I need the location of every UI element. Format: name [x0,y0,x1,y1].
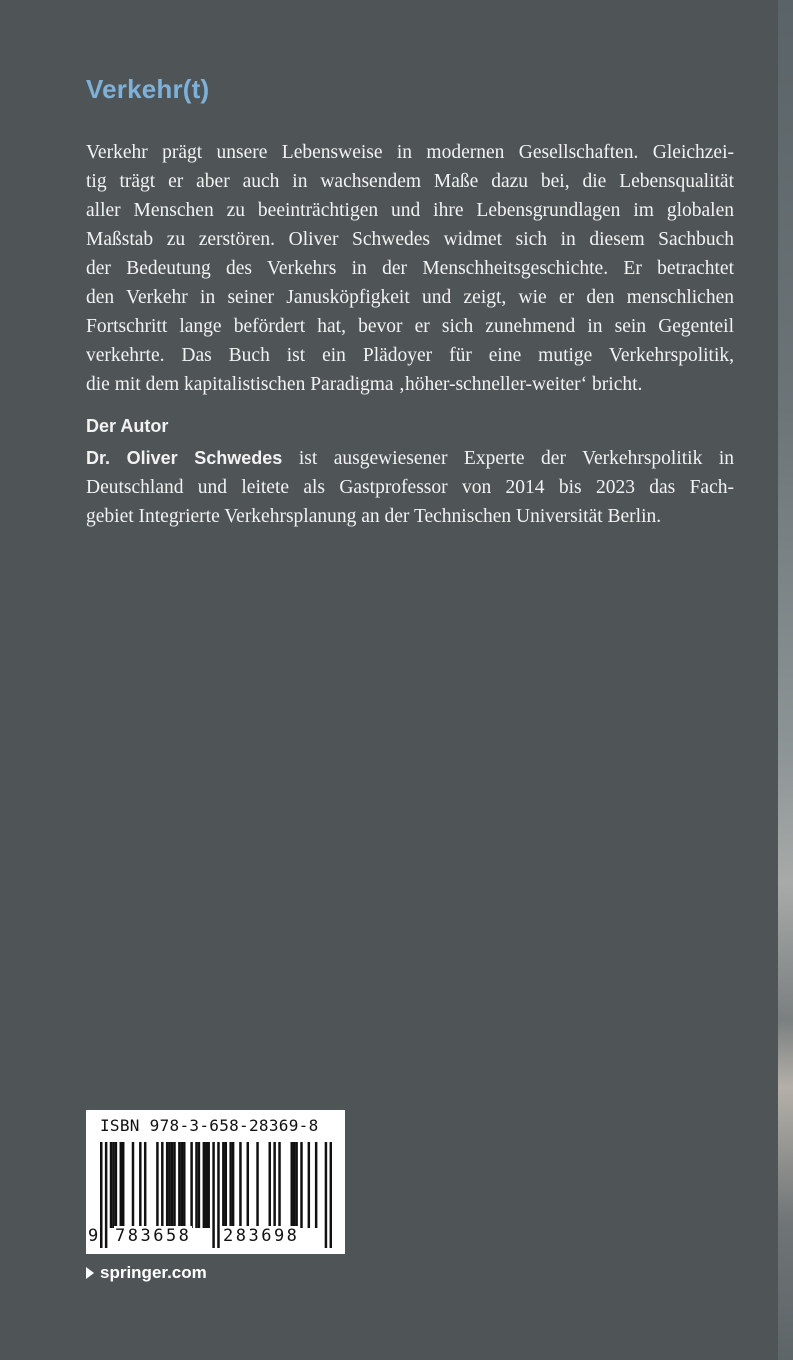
barcode-bar [173,1142,175,1228]
barcode-bar [168,1142,170,1228]
blurb-line: der Bedeutung des Verkehrs in der Menschheitsgeschichte. Er betrachtet [86,258,734,279]
barcode-bar [239,1142,241,1228]
barcode-bar [212,1142,214,1248]
author-bio-line: Deutschland und leitete als Gastprofessor von 2014 bis 2023 das Fach- [86,477,734,498]
triangle-arrow-icon [86,1267,94,1279]
barcode-bar [178,1142,180,1228]
barcode-bar [166,1142,168,1228]
barcode-bar [247,1142,249,1228]
barcode-bar [112,1142,114,1228]
barcode-bar [325,1142,327,1248]
author-bio-line [86,444,734,473]
barcode-first-digit: 9 [88,1226,99,1246]
barcode-bar [232,1142,234,1228]
barcode-bar [181,1142,183,1228]
barcode-bar [203,1142,205,1228]
barcode-bar [217,1142,219,1248]
barcode-bar [115,1142,117,1228]
barcode-bar [122,1142,124,1228]
publisher-url: springer.com [100,1263,207,1282]
barcode-bar [300,1142,302,1228]
barcode-bar [195,1142,197,1228]
author-bio-line: gebiet Integrierte Verkehrsplanung an der Technischen Universität Berlin. [86,506,662,527]
barcode-bar [110,1142,112,1228]
barcode-bar [132,1142,134,1228]
blurb-line: tig trägt er aber auch in wachsendem Maße dazu bei, die Lebensqualität [86,171,734,192]
barcode-bar [161,1142,163,1228]
barcode-bar [290,1142,292,1228]
front-cover-edge [778,0,793,1360]
barcode-right-digits: 283698 [223,1226,300,1246]
barcode-bar [100,1142,102,1248]
publisher-link[interactable] [86,1263,207,1283]
barcode-bar [330,1142,332,1248]
barcode-bar [207,1142,209,1228]
blurb-line: den Verkehr in seiner Janusköpfigkeit und zeigt, wie er den menschlichen [86,287,734,308]
barcode-bar [293,1142,295,1228]
author-heading: Der Autor [86,416,169,436]
barcode-bar [171,1142,173,1228]
blurb-line: aller Menschen zu beeinträchtigen und ihre Lebensgrundlagen im globalen [86,200,734,221]
barcode-bar [156,1142,158,1228]
barcode-bar [120,1142,122,1228]
isbn-label: ISBN 978-3-658-28369-8 [100,1116,319,1135]
barcode-bar [269,1142,271,1228]
barcode-bar [198,1142,200,1228]
barcode-bar [139,1142,141,1228]
book-blurb [86,138,734,399]
isbn-barcode [86,1110,345,1254]
barcode-bar [105,1142,107,1248]
blurb-line: verkehrte. Das Buch ist ein Plädoyer für eine mutige Verkehrspolitik, [86,345,734,366]
blurb-line: Maßstab zu zerstören. Oliver Schwedes widmet sich in diesem Sachbuch [86,229,734,250]
author-bio [86,444,734,531]
blurb-line: die mit dem kapitalistischen Paradigma ‚höher-schneller-weiter‘ bricht. [86,374,643,395]
blurb-line: Verkehr prägt unsere Lebensweise in modernen Gesellschaften. Gleichzei- [86,142,734,163]
author-bio-text: ist ausgewiesener Experte der Verkehrspolitik in [282,448,734,469]
barcode-bar [190,1142,192,1228]
author-name: Dr. Oliver Schwedes [86,448,283,468]
barcode-bar [222,1142,224,1228]
barcode-bar [256,1142,258,1228]
barcode-bar [315,1142,317,1228]
barcode-bar [278,1142,280,1228]
book-title: Verkehr(t) [86,74,210,104]
barcode-bar [205,1142,207,1228]
barcode-bar [273,1142,275,1228]
barcode-bar [183,1142,185,1228]
blurb-line: Fortschritt lange befördert hat, bevor er sich zunehmend in sein Gegenteil [86,316,734,337]
barcode-bar [308,1142,310,1228]
barcode-bar [225,1142,227,1228]
barcode-bar [229,1142,231,1228]
barcode-left-digits: 783658 [115,1226,192,1246]
barcode-bar [144,1142,146,1228]
barcode-bar [295,1142,297,1228]
